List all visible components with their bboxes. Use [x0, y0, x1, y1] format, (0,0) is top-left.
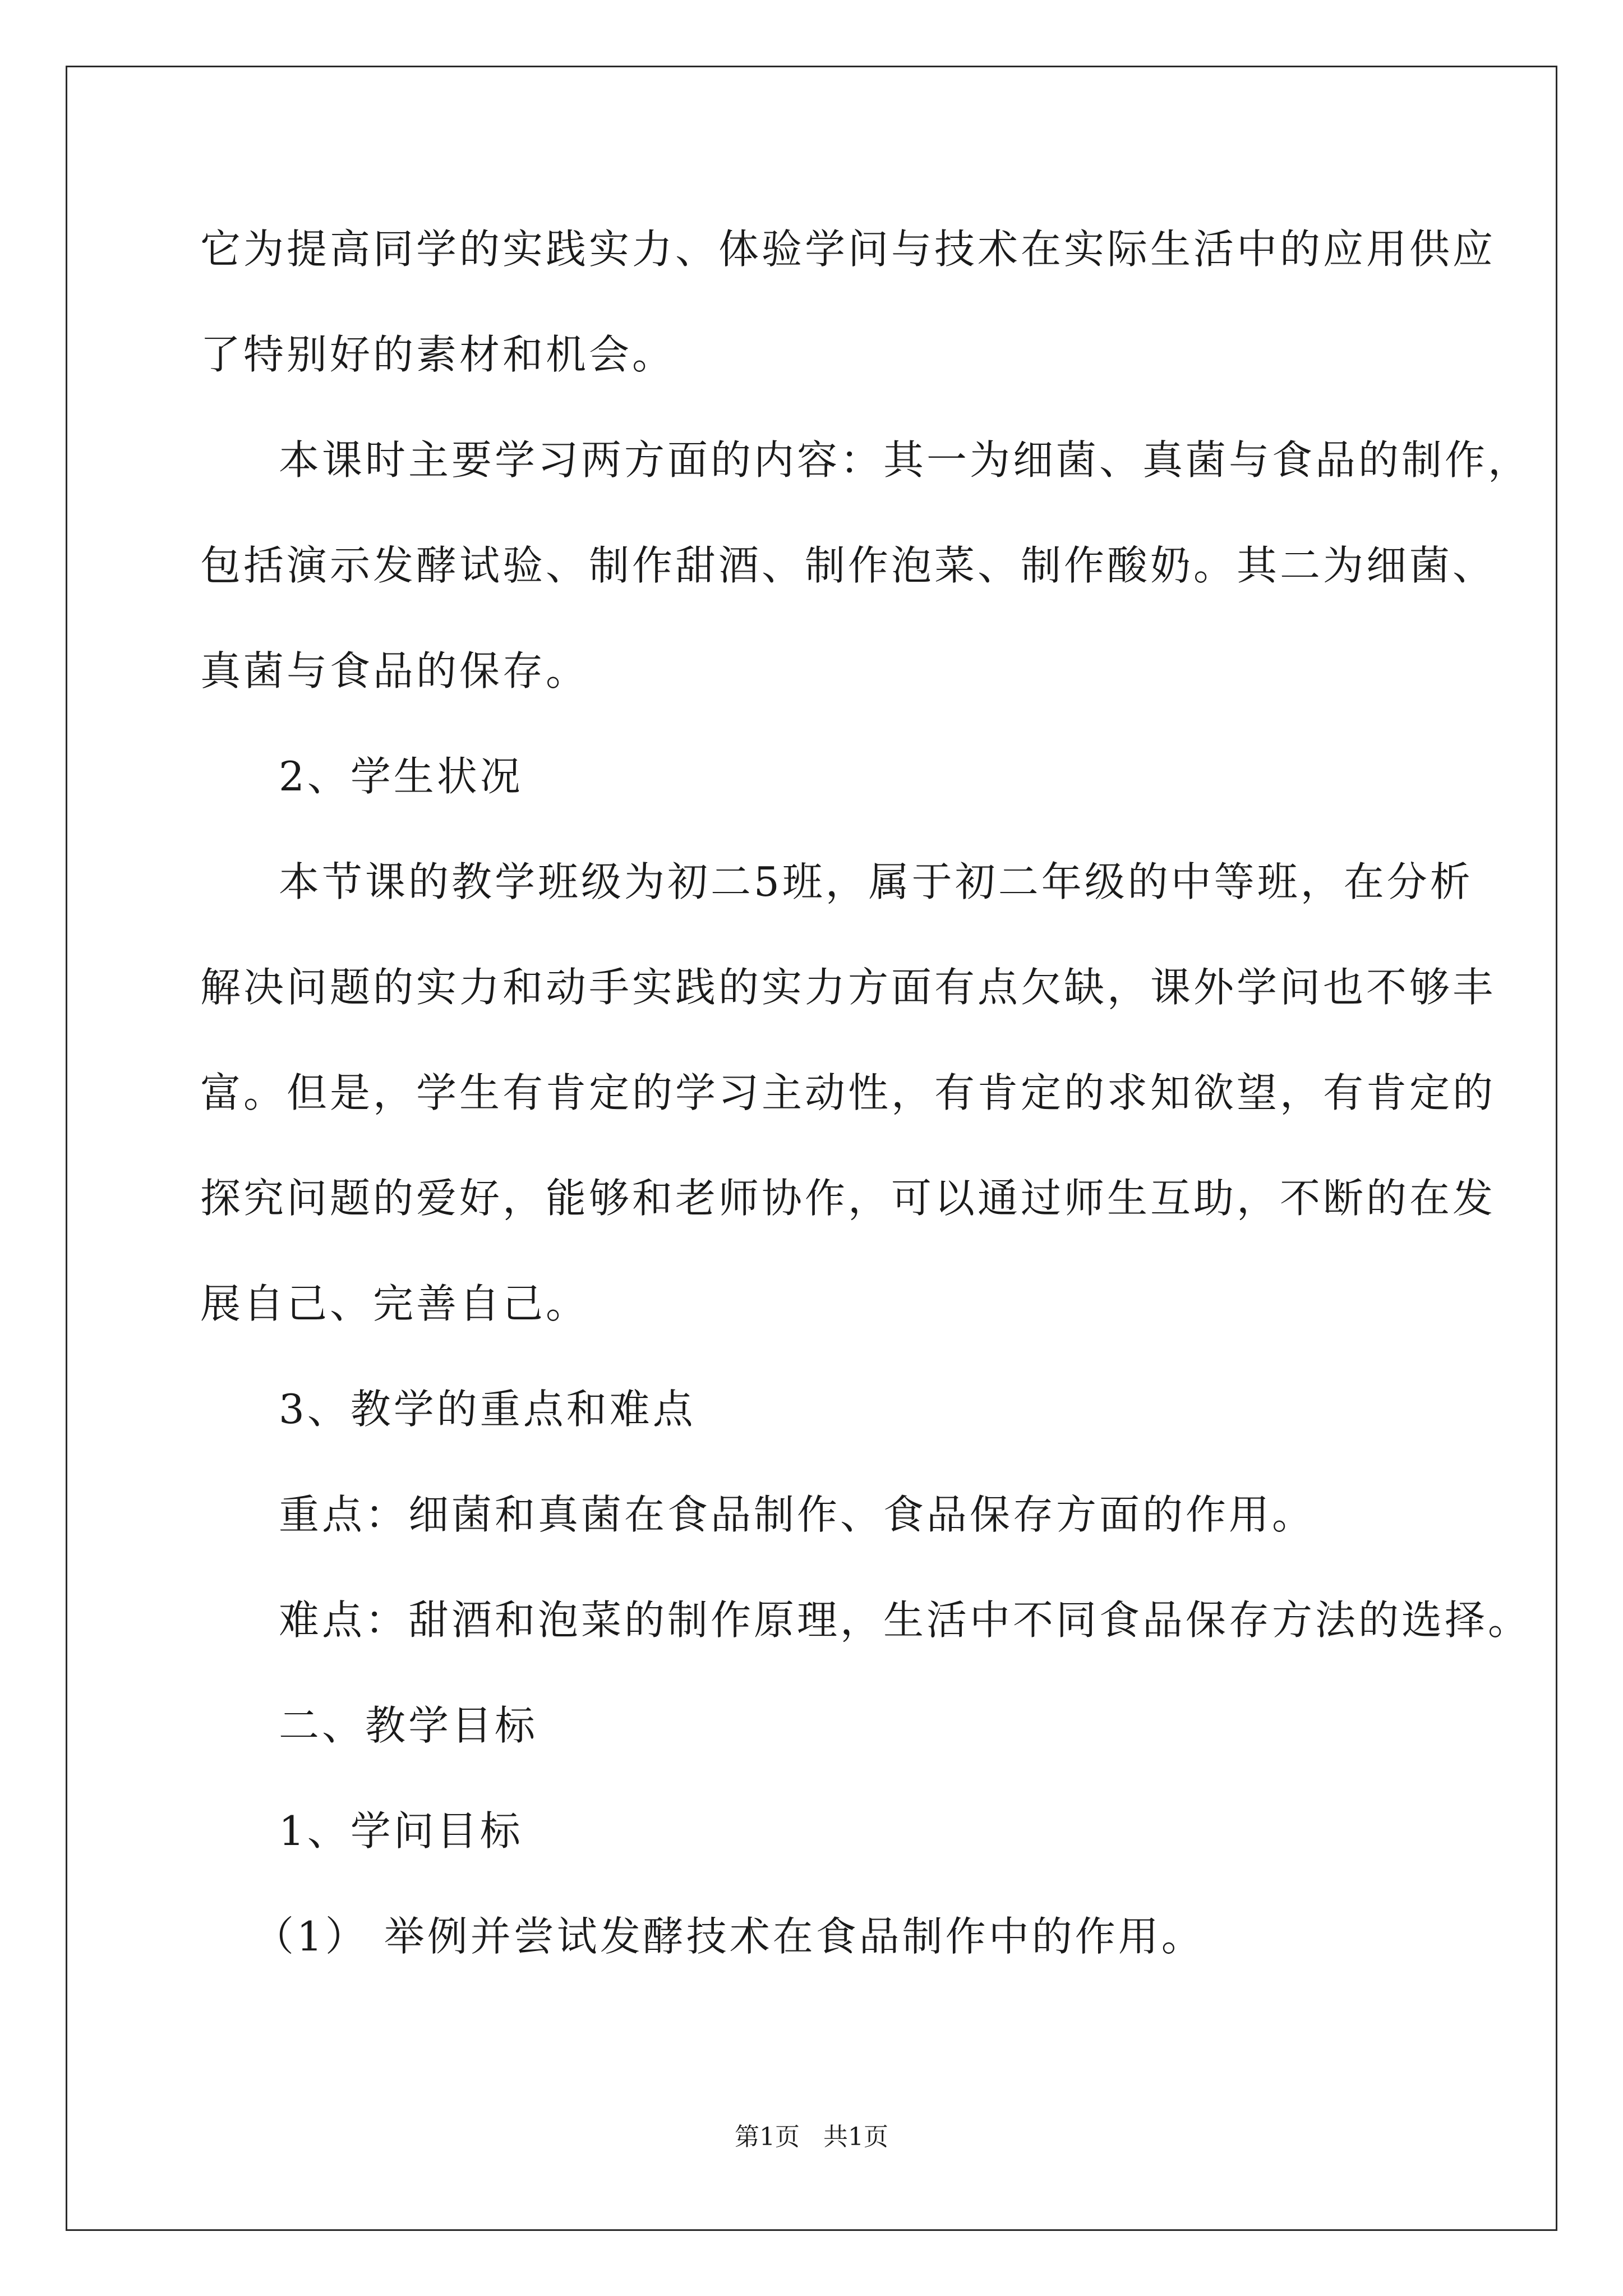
paragraph-line: 难点：甜酒和泡菜的制作原理，生活中不同食品保存方法的选择。 — [279, 1596, 1532, 1644]
paragraph-line: 富。但是，学生有肯定的学习主动性，有肯定的求知欲望，有肯定的 — [200, 1069, 1496, 1116]
document-body — [200, 208, 1532, 2000]
paragraph-line: 探究问题的爱好，能够和老师协作，可以通过师生互助，不断的在发 — [200, 1175, 1496, 1222]
paragraph-line: 重点：细菌和真菌在食品制作、食品保存方面的作用。 — [279, 1491, 1316, 1538]
paragraph-line: 展自己、完善自己。 — [200, 1280, 589, 1327]
paragraph-line: 本课时主要学习两方面的内容：其一为细菌、真菌与食品的制作， — [279, 436, 1532, 484]
list-item: （1） 举例并尝试发酵技术在食品制作中的作用。 — [253, 1913, 1205, 1960]
paragraph-line: 包括演示发酵试验、制作甜酒、制作泡菜、制作酸奶。其二为细菌、 — [200, 542, 1496, 589]
page-number-footer: 第1页 共1页 — [735, 2123, 888, 2151]
section-heading: 3、教学的重点和难点 — [279, 1386, 696, 1433]
section-heading: 二、教学目标 — [279, 1702, 538, 1749]
section-heading: 2、学生状况 — [279, 753, 523, 800]
paragraph-line: 真菌与食品的保存。 — [200, 647, 589, 694]
paragraph-line: 了特别好的素材和机会。 — [200, 331, 676, 378]
paragraph-line: 它为提高同学的实践实力、体验学问与技术在实际生活中的应用供应 — [200, 226, 1496, 273]
section-heading: 1、学问目标 — [279, 1807, 523, 1855]
paragraph-line: 解决问题的实力和动手实践的实力方面有点欠缺，课外学问也不够丰 — [200, 964, 1496, 1011]
paragraph-line: 本节课的教学班级为初二5班，属于初二年级的中等班，在分析 — [279, 858, 1473, 905]
